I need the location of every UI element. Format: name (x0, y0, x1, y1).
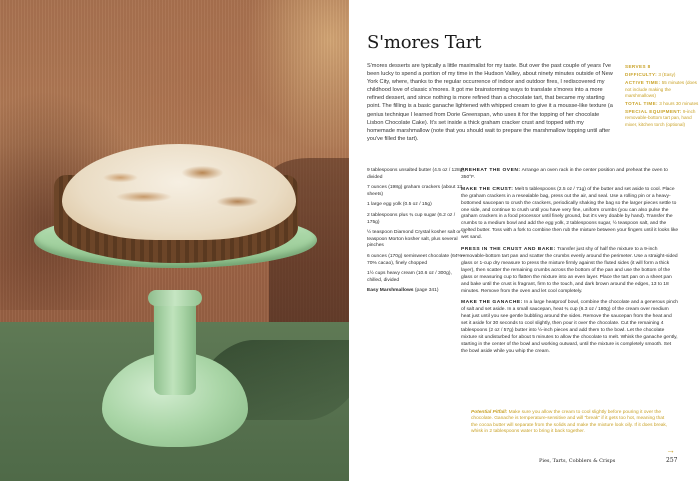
recipe-meta-sidebar (625, 64, 699, 130)
ingredient-list (367, 168, 467, 299)
method-steps (461, 168, 679, 361)
ingredient-item: 1 large egg yolk (0.5 oz / 15g) (367, 202, 432, 208)
recipe-title: S'mores Tart (367, 32, 482, 53)
tart-photo (0, 0, 349, 481)
meta-difficulty: DIFFICULTY: 3 (Easy) (625, 72, 676, 78)
recipe-headnote: S'mores desserts are typically a little maximalist for my taste. But over the past couple of years I've been lucky to spend a portion of my time in the Hudson Valley, about ninety minutes outside of New York City, where, thanks to the regular occurrence of indoor and outdoor fires, I rediscovered my childhood love of classic s'mores. It got me brainstorming ways to translate s'mores into a more refined dessert, and since nothing is more refined than a chocolate tart, that became my starting point. The filling is a basic ganache lightened with whipped cream to give it a mousse-like texture (a genius technique I learned from Dorie Greenspan, who uses it for the topping of her chocolate Lisbon Chocolate Cake). It's set inside a thick graham cracker crust and topped with my homemade marshmallow (note that you should wait to prepare the marshmallow topping until after you've filled the tart). (367, 63, 613, 142)
ingredient-cross-reference: Easy Marshmallows (page 341) (367, 288, 439, 294)
recipe-page (349, 0, 700, 481)
step-preheat: PREHEAT THE OVEN: Arrange an oven rack in the center position and preheat the oven to 350°F. (461, 168, 668, 180)
cake-stand-neck (154, 295, 196, 395)
ingredient-item: ½ teaspoon Diamond Crystal kosher salt or ¼ teaspoon Morton kosher salt, plus several pinches (367, 230, 467, 249)
step-press-bake: PRESS IN THE CRUST AND BAKE: Transfer just shy of half the mixture to a 9-inch removable-bottom tart pan and scatter the crumbs evenly around the perimeter. Use a straight-sided glass or 1-cup dry measure to press the mixture firmly against the fluted sides (it will form a thick layer), then scatter the remaining crumbs across the bottom of the pan and use the bottom of the glass or measuring cup to flatten the mixture into an even layer. Place the tart pan on a sheet pan and bake until the crust is fragrant, firm to the touch, and dark brown around the edges, 13 to 18 minutes. Remove from the oven and let cool completely. (461, 247, 678, 294)
meta-total-time: TOTAL TIME: 3 hours 30 minutes (625, 101, 699, 107)
cake-stand-collar (148, 290, 202, 306)
page-number: 257 (666, 457, 678, 464)
ingredient-item: 2 tablespoons plus ¾ cup sugar (6.2 oz / 175g) (367, 212, 456, 225)
running-footer: Pies, Tarts, Cobblers & Crisps (539, 458, 616, 464)
ingredient-item: 6 ounces (170g) semisweet chocolate (64%–70% cacao), finely chopped (367, 253, 465, 266)
meta-active-time: ACTIVE TIME: 55 minutes (does not include making the marshmallows) (625, 80, 697, 98)
ingredient-item: 7 ounces (198g) graham crackers (about 13 sheets) (367, 185, 463, 197)
continue-arrow-icon: → (666, 445, 675, 455)
ingredient-item: 9 tablespoons unsalted butter (4.5 oz / 128g), divided (367, 168, 466, 180)
potential-pitfall-note: Potential Pitfall: Make sure you allow the cream to cool slightly before pouring it over the chocolate. Ganache is temperature-sensitive and will "break" if it gets too hot, meaning that the cocoa butter will separate from the solids and make the mixture look oily. If it does break, whisk in 2 tablespoons water to bring it back together. (471, 410, 668, 434)
step-make-crust: MAKE THE CRUST: Melt 5 tablespoons (2.5 oz / 71g) of the butter and set aside to cool. Place the graham crackers in a resealable bag, press out the air, and seal. Use a rolling pin or a heavy-bottomed saucepan to crush the crackers, periodically shaking the bag so the larger pieces settle to one side, and continue to crush until you have very fine, uniform crumbs (you can also pulse the graham crackers in a food processor until finely ground, but it's very doable by hand). Transfer the crumbs to a medium bowl and add the egg yolk, 2 tablespoons sugar, ½ teaspoon salt, and the melted butter. Toss with a fork to combine then rub the mixture between your fingers until it looks like wet sand. (461, 186, 679, 241)
ingredient-item: 1½ cups heavy cream (10.6 oz / 300g), chilled, divided (367, 271, 452, 283)
meta-special-equipment: SPECIAL EQUIPMENT: 9-inch removable-bottom tart pan, hand mixer, kitchen torch (optional) (625, 109, 696, 127)
meta-serves: SERVES 8 (625, 64, 651, 69)
step-make-ganache: MAKE THE GANACHE: In a large heatproof bowl, combine the chocolate and a generous pinch of salt and set aside. In a small saucepan, heat ¾ cup (6.3 oz / 180g) of the cream over medium heat just until you see gentle bubbling around the sides. Remove the saucepan from the heat and set it aside for 30 seconds to cool slightly, then pour it over the chocolate. Cut the remaining 4 tablespoons (2 oz / 57g) butter into ½-inch pieces and add them to the bowl. Let the chocolate mixture sit undisturbed for about 5 minutes to allow the chocolate to melt. Whisk the ganache gently, starting in the center of the bowl and working outward, until the mixture is completely smooth. Set the bowl aside while you whip the cream. (461, 300, 679, 354)
